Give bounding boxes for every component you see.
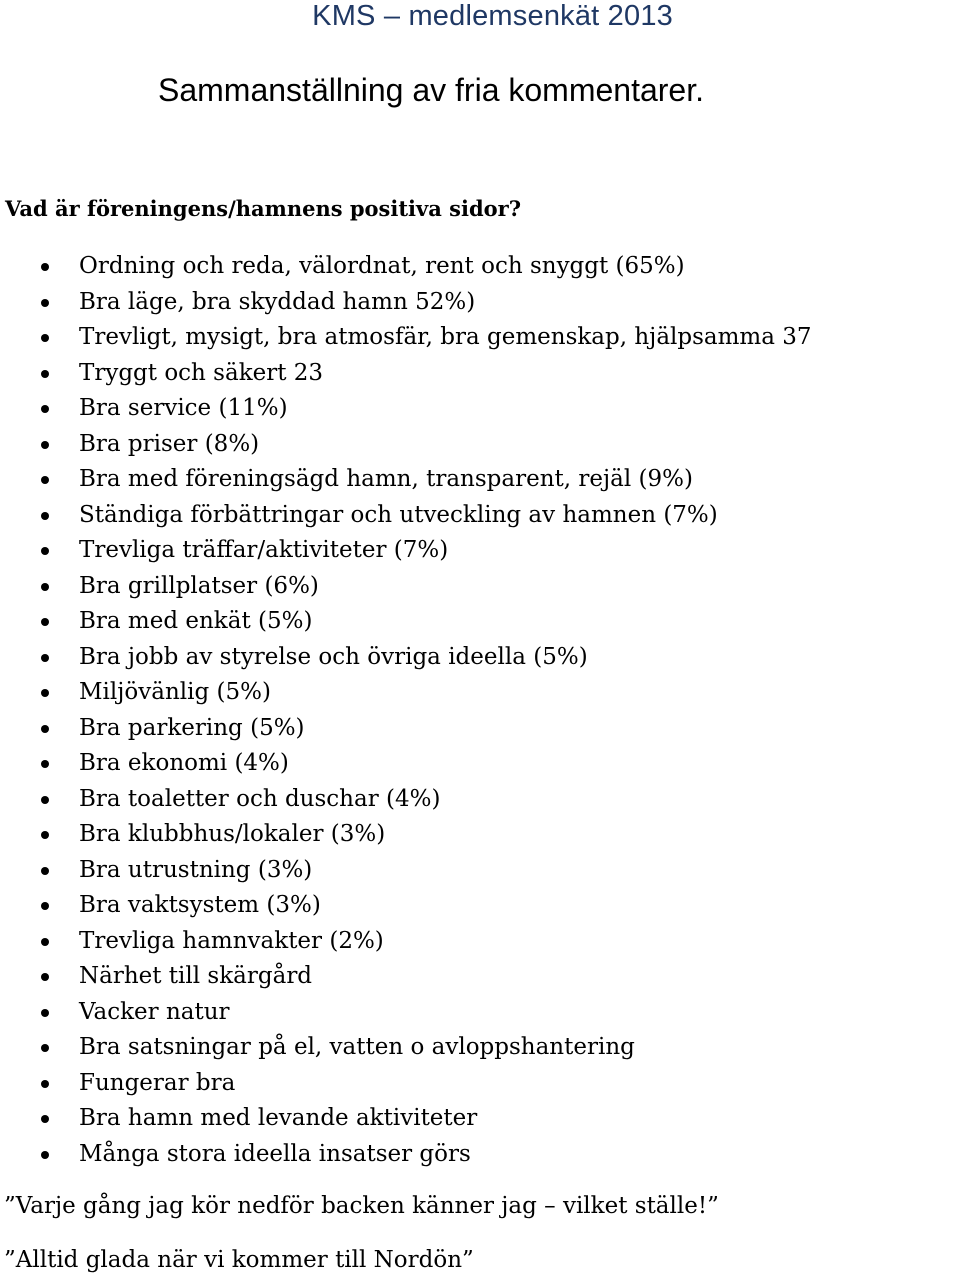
bullet-icon <box>41 654 49 662</box>
list-item-text: Miljövänlig (5%) <box>79 679 271 705</box>
list-item-text: Närhet till skärgård <box>79 963 313 989</box>
bullet-icon <box>41 512 49 520</box>
bullet-icon <box>41 334 49 342</box>
list-item-text: Bra vaktsystem (3%) <box>79 892 321 918</box>
list-item-text: Bra jobb av styrelse och övriga ideella (5%) <box>79 643 588 670</box>
list-item-text: Ordning och reda, välordnat, rent och snyggt (65%) <box>79 253 685 279</box>
list-item-text: Bra läge, bra skyddad hamn 52%) <box>79 288 476 315</box>
bullet-icon <box>41 867 49 875</box>
bullet-icon <box>41 618 49 626</box>
bullet-icon <box>41 370 49 378</box>
quote: ”Alltid glada när vi kommer till Nordön” <box>4 1247 474 1273</box>
section-heading: Vad är föreningens/hamnens positiva sidor? <box>5 196 522 221</box>
list-item-text: Trevligt, mysigt, bra atmosfär, bra gemenskap, hjälpsamma 37 <box>79 324 812 350</box>
list-item-text: Bra priser (8%) <box>79 430 260 457</box>
bullet-icon <box>41 725 49 733</box>
bullet-icon <box>41 1115 49 1123</box>
list-item-text: Många stora ideella insatser görs <box>79 1140 471 1167</box>
list-item-text: Bra satsningar på el, vatten o avloppshantering <box>79 1034 635 1060</box>
bullet-icon <box>41 1080 49 1088</box>
bullet-icon <box>41 405 49 413</box>
list-item-text: Bra klubbhus/lokaler (3%) <box>79 821 386 847</box>
bullet-icon <box>41 973 49 981</box>
list-item-text: Bra toaletter och duschar (4%) <box>79 785 441 812</box>
list-item-text: Fungerar bra <box>79 1069 236 1096</box>
list-item-text: Trevliga hamnvakter (2%) <box>79 927 384 954</box>
bullet-icon <box>41 583 49 591</box>
document-header-title: KMS – medlemsenkät 2013 <box>312 0 673 32</box>
list-item-text: Trevliga träffar/aktiviteter (7%) <box>79 537 449 563</box>
list-item-text: Tryggt och säkert 23 <box>79 359 324 386</box>
quote: ”Varje gång jag kör nedför backen känner jag – vilket ställe!” <box>4 1193 719 1219</box>
bullet-icon <box>41 1044 49 1052</box>
bullet-icon <box>41 263 49 271</box>
bullet-icon <box>41 938 49 946</box>
bullet-icon <box>41 831 49 839</box>
list-item-text: Bra utrustning (3%) <box>79 856 313 883</box>
list-item-text: Bra grillplatser (6%) <box>79 572 319 599</box>
bullet-icon <box>41 796 49 804</box>
list-item-text: Bra med föreningsägd hamn, transparent, rejäl (9%) <box>79 466 693 492</box>
bullet-icon <box>41 299 49 307</box>
list-item-text: Bra parkering (5%) <box>79 714 305 741</box>
bullet-icon <box>41 760 49 768</box>
bullet-icon <box>41 902 49 910</box>
list-item-text: Bra med enkät (5%) <box>79 608 313 634</box>
bullet-icon <box>41 441 49 449</box>
bullet-icon <box>41 547 49 555</box>
bullet-icon <box>41 476 49 484</box>
bullet-icon <box>41 689 49 697</box>
bullet-icon <box>41 1151 49 1159</box>
page-title: Sammanställning av fria kommentarer. <box>158 72 704 108</box>
bullet-icon <box>41 1009 49 1017</box>
list-item-text: Bra hamn med levande aktiviteter <box>79 1105 478 1131</box>
list-item-text: Bra ekonomi (4%) <box>79 750 289 776</box>
list-item-text: Bra service (11%) <box>79 395 288 421</box>
list-item-text: Ständiga förbättringar och utveckling av hamnen (7%) <box>79 501 718 528</box>
list-item-text: Vacker natur <box>79 998 230 1025</box>
